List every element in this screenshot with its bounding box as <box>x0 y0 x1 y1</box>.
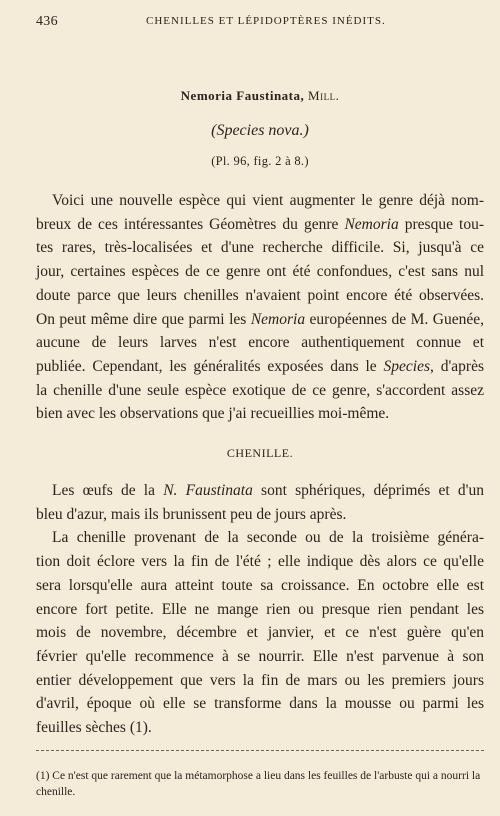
intro-line: breux de ces intéressantes Géomètres du genre Nemoria presque tou- <box>36 215 485 233</box>
section-heading: CHENILLE. <box>226 446 294 461</box>
description-paragraph <box>36 479 484 740</box>
footnote: (1) Ce n'est que rarement que la métamorphose a lieu dans les feuilles de l'arbuste qui a nourri la chenille. <box>36 770 481 798</box>
species-name: Nemoria Faustinata <box>180 88 301 103</box>
description-line: février qu'elle recommence à se nourrir. Elle n'est parvenue à son <box>36 647 484 665</box>
running-title: CHENILLES ET LÉPIDOPTÈRES INÉDITS. <box>146 15 386 27</box>
intro-line: Voici une nouvelle espèce qui vient augmenter le genre déjà nom- <box>52 192 484 209</box>
running-header <box>36 14 484 32</box>
intro-line: bien avec les observations que j'ai recueillies moi-même. <box>36 405 390 423</box>
description-line: Les œufs de la N. Faustinata sont sphériques, déprimés et d'un <box>52 482 484 500</box>
intro-line: aucune de leurs larves n'est encore authentiquement connue et <box>36 334 484 352</box>
intro-line: On peut même dire que parmi les Nemoria européennes de M. Guenée, <box>36 310 484 328</box>
intro-line: la chenille d'une seule espèce exotique de ce genre, s'accordent assez <box>36 381 484 399</box>
description-line: feuilles sèches (1). <box>36 719 152 737</box>
description-line: sera lorsqu'elle aura atteint toute sa croissance. En octobre elle est <box>36 576 484 594</box>
description-line: entier développement que vers la fin de mars ou les premiers jours <box>36 671 484 689</box>
intro-line: doute parce que leurs chenilles n'avaient point encore été observées. <box>36 286 484 304</box>
plate-reference: (Pl. 96, fig. 2 à 8.) <box>211 154 309 168</box>
intro-line: publiée. Cependant, les généralités exposées dans le Species, d'après <box>36 357 484 375</box>
intro-line: jour, certaines espèces de ce genre ont été confondues, c'est sans nul <box>36 263 484 281</box>
species-title: Nemoria Faustinata, Mill. <box>180 88 340 103</box>
description-line: mois de novembre, décembre et janvier, et ce n'est guère qu'en <box>36 624 484 642</box>
footnote-divider <box>36 750 484 751</box>
description-line: tion doit éclore vers la fin de l'été ; elle indique dès alors ce qu'elle <box>36 553 484 571</box>
description-line: La chenille provenant de la seconde ou de la troisième généra- <box>52 529 484 547</box>
description-line: d'avril, époque où elle se transforme dans la mousse ou parmi les <box>36 695 484 713</box>
species-author: Mill. <box>308 88 340 103</box>
description-line: encore fort petite. Elle ne mange rien ou presque rien pendant les <box>36 600 484 618</box>
species-status: (Species nova.) <box>211 122 309 139</box>
intro-line: tes rares, très-localisées et d'une recherche difficile. Si, jusqu'à ce <box>36 239 484 257</box>
description-line: bleu d'azur, mais ils brunissent peu de jours après. <box>36 505 347 523</box>
intro-paragraph <box>36 189 484 426</box>
page-number: 436 <box>36 14 58 29</box>
